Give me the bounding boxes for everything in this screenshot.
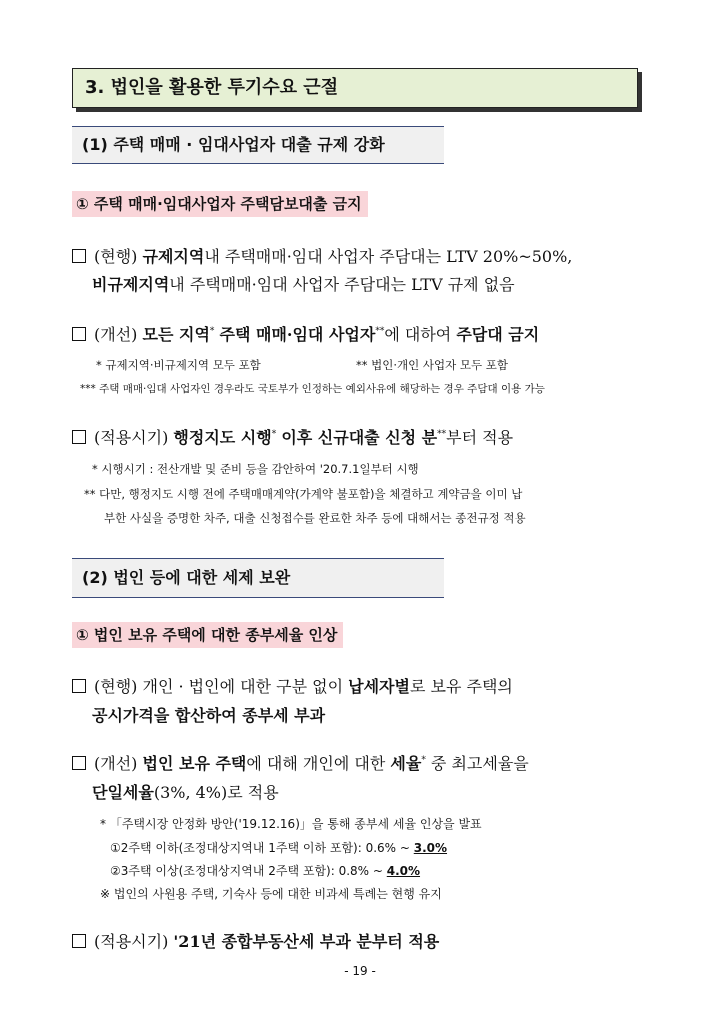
timing-note-1: * 시행시기 : 전산개발 및 준비 등을 감안하여 '20.7.1일부터 시행 (92, 462, 419, 476)
tax-timing-line: (적용시기) '21년 종합부동산세 부과 분부터 적용 (72, 929, 439, 952)
tax-note-3: ②3주택 이상(조정대상지역내 2주택 포함): 0.8% ~ 4.0% (110, 864, 421, 878)
current-rule-line-2: 비규제지역내 주택매매·임대 사업자 주담대는 LTV 규제 없음 (92, 275, 515, 294)
checkbox-bullet-icon (72, 430, 86, 444)
tax-note-4: ※ 법인의 사원용 주택, 기숙사 등에 대한 비과세 특례는 현행 유지 (100, 887, 442, 901)
page-number: - 19 - (344, 964, 376, 978)
tax-current-line-2: 공시가격을 합산하여 종부세 부과 (92, 706, 326, 725)
checkbox-bullet-icon (72, 679, 86, 693)
checkbox-bullet-icon (72, 249, 86, 263)
timing-line: (적용시기) 행정지도 시행* 이후 신규대출 신청 분**부터 적용 (72, 425, 513, 448)
reform-line: (개선) 모든 지역* 주택 매매·임대 사업자**에 대하여 주담대 금지 (72, 322, 539, 345)
tax-note-1: * 「주택시장 안정화 방안('19.12.16)」을 통해 종부세 세율 인상을 발표 (100, 817, 482, 831)
tax-reform-line-2: 단일세율(3%, 4%)로 적용 (92, 783, 279, 802)
checkbox-bullet-icon (72, 934, 86, 948)
tax-current-line-1: (현행) 개인 · 법인에 대한 구분 없이 납세자별로 보유 주택의 (72, 674, 513, 697)
reform-note-1: * 규제지역·비규제지역 모두 포함 (96, 358, 261, 372)
checkbox-bullet-icon (72, 327, 86, 341)
item-2-1-heading: ① 법인 보유 주택에 대한 종부세율 인상 (72, 622, 343, 648)
section-title: 3. 법인을 활용한 투기수요 근절 (72, 68, 638, 108)
item-1-1-heading: ① 주택 매매·임대사업자 주택담보대출 금지 (72, 191, 368, 217)
reform-note-2: ** 법인·개인 사업자 모두 포함 (356, 358, 508, 372)
reform-note-3: *** 주택 매매·임대 사업자인 경우라도 국토부가 인정하는 예외사유에 해당하는 경우 주담대 이용 가능 (80, 383, 545, 395)
timing-note-2b: 부한 사실을 증명한 차주, 대출 신청접수를 완료한 차주 등에 대해서는 종전규정 적용 (104, 511, 526, 525)
timing-note-2a: ** 다만, 행정지도 시행 전에 주택매매계약(가계약 불포함)을 체결하고 계약금을 이미 납 (84, 487, 523, 501)
tax-reform-line-1: (개선) 법인 보유 주택에 대해 개인에 대한 세율* 중 최고세율을 (72, 751, 529, 774)
subsection-2-title: (2) 법인 등에 대한 세제 보완 (72, 558, 444, 598)
subsection-1-title: (1) 주택 매매 · 임대사업자 대출 규제 강화 (72, 126, 444, 164)
current-rule-line-1: (현행) 규제지역내 주택매매·임대 사업자 주담대는 LTV 20%~50%, (72, 244, 572, 267)
checkbox-bullet-icon (72, 756, 86, 770)
tax-note-2: ①2주택 이하(조정대상지역내 1주택 이하 포함): 0.6% ~ 3.0% (110, 841, 448, 855)
